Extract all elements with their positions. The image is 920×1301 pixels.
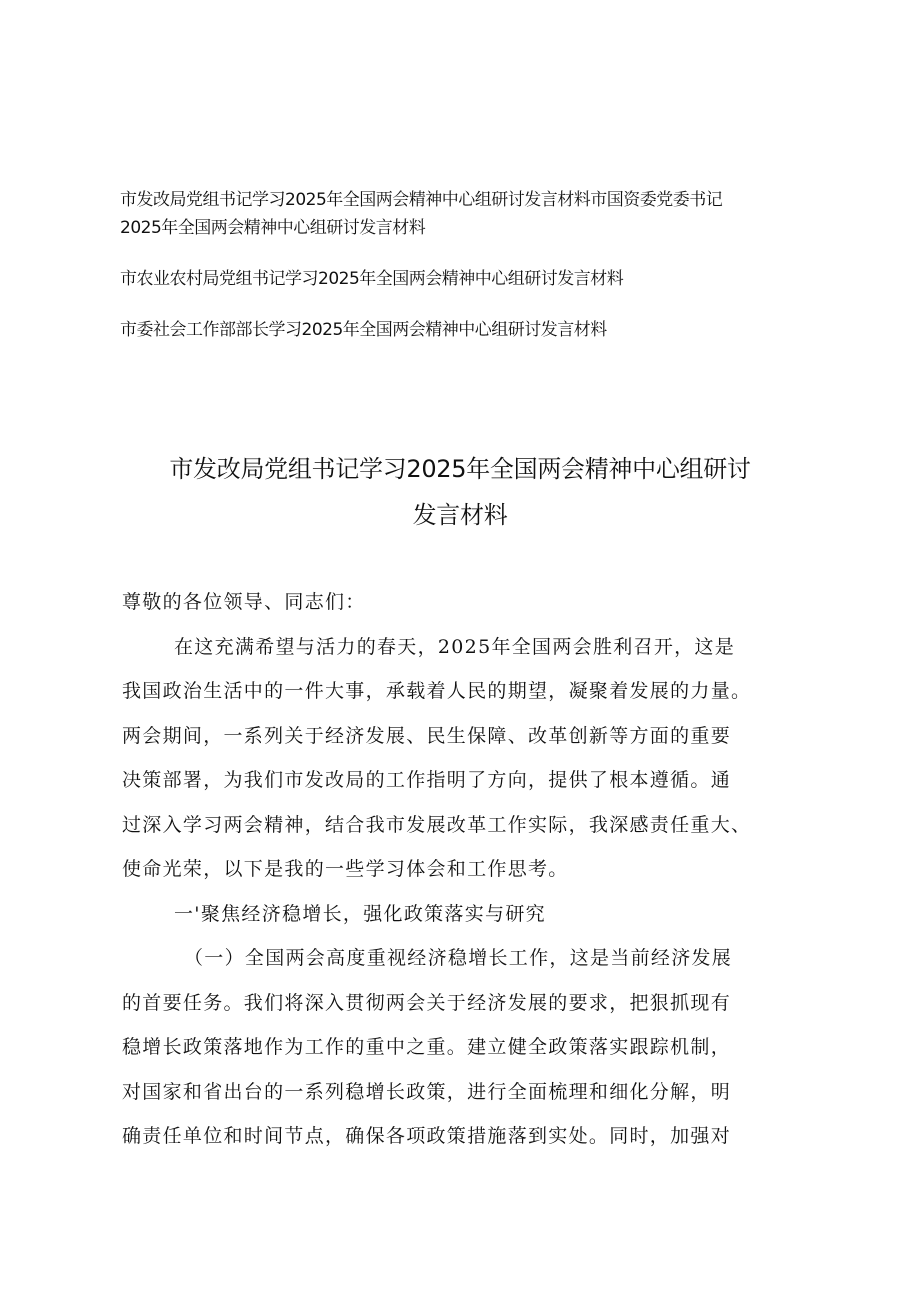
toc-item[interactable]: 市委社会工作部部长学习2025年全国两会精神中心组研讨发言材料 — [120, 320, 607, 340]
paragraph-line: 使命光荣，以下是我的一些学习体会和工作思考。 — [122, 858, 569, 880]
paragraph-line: 决策部署，为我们市发改局的工作指明了方向，提供了根本遵循。通 — [122, 769, 732, 791]
paragraph-line: 两会期间，一系列关于经济发展、民生保障、改革创新等方面的重要 — [122, 724, 732, 747]
paragraph-line: 在这充满希望与活力的春天，2025年全国两会胜利召开，这是 — [174, 635, 736, 658]
paragraph-line: 的首要任务。我们将深入贯彻两会关于经济发展的要求，把狠抓现有 — [122, 991, 732, 1014]
title-line: 市发改局党组书记学习2025年全国两会精神中心组研讨 — [169, 455, 751, 483]
toc-item-line: 市发改局党组书记学习2025年全国两会精神中心组研讨发言材料市国资委党委书记 — [120, 190, 723, 210]
paragraph-line: 稳增长政策落地作为工作的重中之重。建立健全政策落实跟踪机制， — [122, 1036, 732, 1058]
section-heading: 一'聚焦经济稳增长，强化政策落实与研究 — [174, 902, 546, 925]
table-of-contents — [120, 186, 810, 367]
toc-item[interactable]: 市农业农村局党组书记学习2025年全国两会精神中心组研讨发言材料 — [120, 269, 624, 289]
document-body — [122, 580, 822, 1159]
title-line: 发言材料 — [412, 501, 508, 529]
paragraph-line: （一）全国两会高度重视经济稳增长工作，这是当前经济发展 — [184, 947, 733, 969]
salutation: 尊敬的各位领导、同志们： — [122, 591, 366, 613]
paragraph — [122, 936, 822, 1159]
paragraph — [122, 625, 822, 892]
paragraph-line: 对国家和省出台的一系列稳增长政策，进行全面梳理和细化分解，明 — [122, 1080, 732, 1103]
toc-item[interactable] — [120, 186, 810, 242]
document-title — [100, 446, 820, 538]
paragraph-line: 我国政治生活中的一件大事，承载着人民的期望，凝聚着发展的力量。 — [122, 680, 752, 702]
toc-item-line: 2025年全国两会精神中心组研讨发言材料 — [120, 218, 426, 238]
paragraph-line: 过深入学习两会精神，结合我市发展改革工作实际，我深感责任重大、 — [122, 813, 752, 836]
paragraph-line: 确责任单位和时间节点，确保各项政策措施落到实处。同时，加强对 — [122, 1125, 732, 1147]
